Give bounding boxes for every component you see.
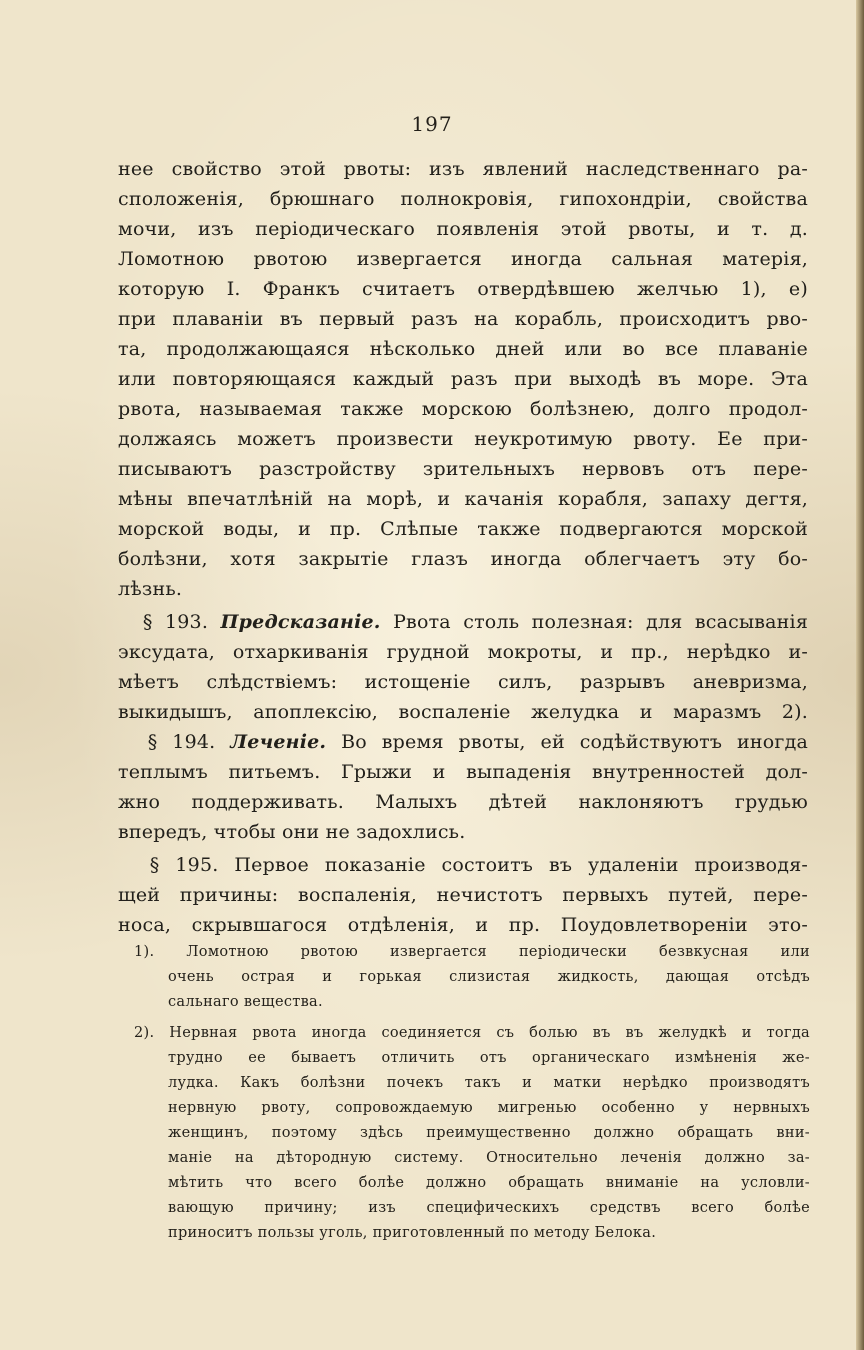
text-line: мѣетъ слѣдствіемъ: истощеніе силъ, разрывъ аневризма,	[118, 671, 808, 693]
main-text	[118, 154, 808, 940]
section-194-text: Во время рвоты, ей содѣйствуютъ иногда	[341, 731, 808, 753]
footnote-line: сальнаго вещества.	[168, 994, 323, 1010]
footnote-2-text: Нервная рвота иногда соединяется съ болью въ въ желудкѣ и тогда	[169, 1025, 810, 1041]
page-edge-shadow	[856, 0, 864, 1350]
text-line: которую І. Франкъ считаетъ отвердѣвшею желчью 1), е)	[118, 278, 808, 300]
section-194-title: Леченіе.	[230, 731, 327, 753]
text-line: морской воды, и пр. Слѣпые также подвергаются морской	[118, 518, 808, 540]
text-line: та, продолжающаяся нѣсколько дней или во все плаваніе	[118, 338, 808, 360]
text-line: мѣны впечатлѣній на морѣ, и качанія корабля, запаху дегтя,	[118, 488, 808, 510]
text-line: болѣзни, хотя закрытіе глазъ иногда облегчаетъ эту бо-	[118, 548, 808, 570]
footnote-line: очень острая и горькая слизистая жидкость, дающая отсѣдъ	[168, 969, 810, 985]
footnote-line: женщинъ, поэтому здѣсь преимущественно должно обращать вни-	[168, 1125, 810, 1141]
footnote-1-text: Ломотною рвотою извергается періодически безвкусная или	[186, 944, 810, 960]
text-line: должаясь можетъ произвести неукротимую рвоту. Ее при-	[118, 428, 808, 450]
section-195-number: § 195.	[149, 854, 219, 876]
text-line: впередъ, чтобы они не задохлись.	[118, 821, 466, 843]
section-195-text: Первое показаніе состоитъ въ удаленіи производя-	[234, 854, 808, 876]
footnote-line: трудно ее бываетъ отличить отъ органическаго измѣненія же-	[168, 1050, 810, 1066]
footnote-line: лудка. Какъ болѣзни почекъ такъ и матки нерѣдко производятъ	[168, 1075, 810, 1091]
footnote-line: маніе на дѣтородную систему. Относительно леченія должно за-	[168, 1150, 810, 1166]
section-193-text: Рвота столь полезная: для всасыванія	[393, 611, 809, 633]
text-line: или повторяющаяся каждый разъ при выходѣ въ море. Эта	[118, 368, 808, 390]
footnote-line: вающую причину; изъ специфическихъ средствъ всего болѣе	[168, 1200, 810, 1216]
footnote-line: нервную рвоту, сопровождаемую мигренью особенно у нервныхъ	[168, 1100, 810, 1116]
text-line: носа, скрывшагося отдѣленія, и пр. Поудовлетвореніи это-	[118, 914, 808, 936]
text-line: Ломотною рвотою извергается иногда сальная матерія,	[118, 248, 808, 270]
text-line: при плаваніи въ первый разъ на корабль, происходитъ рво-	[118, 308, 808, 330]
text-line: эксудата, отхаркиванія грудной мокроты, и пр., нерѣдко и-	[118, 641, 808, 663]
footnote-1-marker: 1).	[134, 944, 155, 960]
footnotes	[134, 940, 810, 1246]
text-line: лѣзнь.	[118, 578, 183, 600]
text-line: нее свойство этой рвоты: изъ явлений наследственнаго ра-	[118, 158, 808, 180]
page-number: 197	[411, 112, 453, 136]
text-line: мочи, изъ періодическаго появленія этой рвоты, и т. д.	[118, 218, 808, 240]
section-193-title: Предсказаніе.	[220, 611, 381, 633]
section-193-number: § 193.	[142, 611, 209, 633]
section-195-first-line	[118, 850, 808, 880]
footnote-2-marker: 2).	[134, 1025, 155, 1041]
footnote-line: приноситъ пользы уголь, приготовленный по методу Белока.	[168, 1225, 657, 1241]
text-line: писываютъ разстройству зрительныхъ нервовъ отъ пере-	[118, 458, 808, 480]
text-line: жно поддерживать. Малыхъ дѣтей наклоняютъ грудью	[118, 791, 808, 813]
footnote-2-first-line	[134, 1021, 810, 1046]
section-194-first-line	[118, 727, 808, 757]
footnote-1-first-line	[134, 940, 810, 965]
text-line: сположенія, брюшнаго полнокровія, гипохондріи, свойства	[118, 188, 808, 210]
text-line: теплымъ питьемъ. Грыжи и выпаденія внутренностей дол-	[118, 761, 808, 783]
footnote-line: мѣтить что всего болѣе должно обращать вниманіе на условли-	[168, 1175, 810, 1191]
text-line: щей причины: воспаленія, нечистотъ первыхъ путей, пере-	[118, 884, 808, 906]
section-193-first-line	[118, 607, 808, 637]
text-line: рвота, называемая также морскою болѣзнею, долго продол-	[118, 398, 808, 420]
text-line: выкидышъ, апоплексію, воспаленіе желудка и маразмъ 2).	[118, 701, 808, 723]
section-194-number: § 194.	[147, 731, 216, 753]
